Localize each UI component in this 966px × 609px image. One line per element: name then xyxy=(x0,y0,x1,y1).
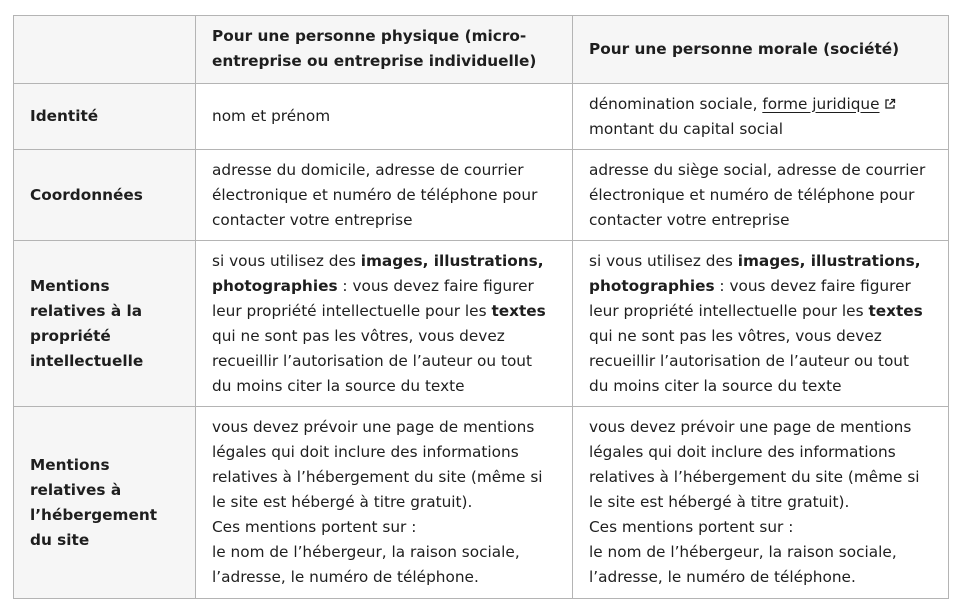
propriete-morale-bold-textes: textes xyxy=(868,301,923,320)
cell-coordonnees-morale: adresse du siège social, adresse de courrier électronique et numéro de téléphone pour contacter votre entreprise xyxy=(573,150,949,241)
propriete-morale-text-2: : vous devez faire figurer leur propriété intellectuelle pour les xyxy=(589,276,911,320)
table-row xyxy=(14,241,949,407)
hebergement-morale-line-2: Ces mentions portent sur : xyxy=(589,518,794,536)
propriete-physique-text-1: si vous utilisez des xyxy=(212,251,361,270)
cell-hebergement-morale xyxy=(573,407,949,599)
hebergement-morale-line-3: le nom de l’hébergeur, la raison sociale, l’adresse, le numéro de téléphone. xyxy=(589,543,897,586)
identite-morale-prefix: dénomination sociale, xyxy=(589,94,763,113)
propriete-physique-text-2: : vous devez faire figurer leur propriété intellectuelle pour les xyxy=(212,276,534,320)
identite-morale-capital: montant du capital social xyxy=(589,119,783,138)
cell-propriete-morale xyxy=(573,241,949,407)
header-personne-physique: Pour une personne physique (micro-entreprise ou entreprise individuelle) xyxy=(196,16,573,84)
header-empty-cell xyxy=(14,16,196,84)
cell-propriete-physique xyxy=(196,241,573,407)
table-header-row xyxy=(14,16,949,84)
propriete-physique-bold-textes: textes xyxy=(491,301,546,320)
table-row xyxy=(14,407,949,599)
propriete-physique-bold-images: images, illustrations, photographies xyxy=(212,251,544,295)
cell-identite-morale xyxy=(573,84,949,150)
table-row xyxy=(14,150,949,241)
hebergement-morale-line-1: vous devez prévoir une page de mentions légales qui doit inclure des informations relatives à l’hébergement du site (même si le site est hébergé à titre gratuit). xyxy=(589,418,920,511)
row-label-coordonnees: Coordonnées xyxy=(14,150,196,241)
row-label-identite: Identité xyxy=(14,84,196,150)
row-label-hebergement: Mentions relatives à l’hébergement du site xyxy=(14,407,196,599)
header-personne-morale: Pour une personne morale (société) xyxy=(573,16,949,84)
hebergement-physique-line-3: le nom de l’hébergeur, la raison sociale, l’adresse, le numéro de téléphone. xyxy=(212,543,520,586)
forme-juridique-link[interactable] xyxy=(762,95,895,113)
forme-juridique-link-label: forme juridique xyxy=(762,94,880,113)
table-row xyxy=(14,84,949,150)
cell-hebergement-physique xyxy=(196,407,573,599)
propriete-physique-text-3: qui ne sont pas les vôtres, vous devez recueillir l’autorisation de l’auteur ou tout du moins citer la source du texte xyxy=(212,326,533,395)
propriete-morale-text-3: qui ne sont pas les vôtres, vous devez recueillir l’autorisation de l’auteur ou tout du moins citer la source du texte xyxy=(589,326,910,395)
propriete-morale-text-1: si vous utilisez des xyxy=(589,251,738,270)
external-link-icon xyxy=(884,98,896,110)
row-label-propriete-intellectuelle: Mentions relatives à la propriété intellectuelle xyxy=(14,241,196,407)
hebergement-physique-line-1: vous devez prévoir une page de mentions légales qui doit inclure des informations relatives à l’hébergement du site (même si le site est hébergé à titre gratuit). xyxy=(212,418,543,511)
propriete-morale-bold-images: images, illustrations, photographies xyxy=(589,251,921,295)
cell-identite-physique: nom et prénom xyxy=(196,84,573,150)
cell-coordonnees-physique: adresse du domicile, adresse de courrier électronique et numéro de téléphone pour contacter votre entreprise xyxy=(196,150,573,241)
legal-mentions-table-container xyxy=(13,15,948,599)
legal-mentions-table xyxy=(13,15,949,599)
hebergement-physique-line-2: Ces mentions portent sur : xyxy=(212,518,417,536)
